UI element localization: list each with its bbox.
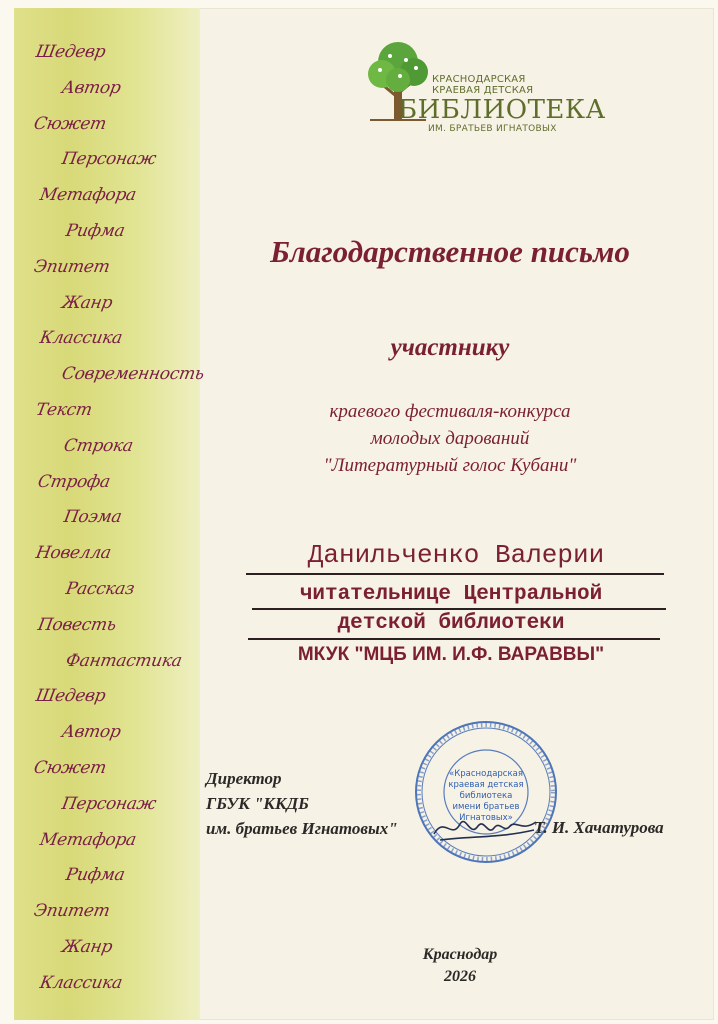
signatory-line-3: им. братьев Игнатовых" bbox=[206, 819, 398, 838]
recipient-name: Данильченко Валерии bbox=[307, 540, 605, 570]
strip-word: Рассказ bbox=[64, 579, 136, 599]
strip-word: Текст bbox=[34, 400, 94, 420]
strip-word: Рифма bbox=[64, 221, 127, 241]
footer-city: Краснодар bbox=[422, 946, 498, 963]
strip-word: Персонаж bbox=[60, 149, 158, 170]
recipient-institution: МКУК "МЦБ ИМ. И.Ф. ВАРАВВЫ" bbox=[297, 644, 605, 665]
strip-word: Сюжет bbox=[32, 758, 108, 778]
strip-word: Новелла bbox=[34, 543, 113, 564]
strip-word: Классика bbox=[38, 972, 124, 993]
event-description bbox=[240, 398, 660, 479]
strip-word: Метафора bbox=[38, 185, 138, 206]
strip-word: Классика bbox=[38, 328, 124, 349]
library-logo bbox=[366, 40, 606, 136]
logo-line-2: КРАЕВАЯ ДЕТСКАЯ bbox=[432, 85, 534, 96]
signatory-line-2: ГБУК "ККДБ bbox=[206, 794, 309, 813]
underline-3 bbox=[248, 638, 660, 640]
logo-main-text: БИБЛИОТЕКА bbox=[398, 95, 606, 125]
underline-2 bbox=[252, 608, 666, 610]
recipient-role: читательнице Центральной bbox=[299, 583, 603, 606]
recipient-label: участнику bbox=[390, 334, 510, 361]
underline-1 bbox=[246, 573, 664, 575]
svg-text:библиотека: библиотека bbox=[459, 791, 513, 801]
recipient-organization: детской библиотеки bbox=[337, 612, 565, 635]
svg-text:Игнатовых»: Игнатовых» bbox=[459, 813, 513, 823]
strip-word: Современность bbox=[60, 364, 206, 385]
strip-word: Фантастика bbox=[64, 650, 184, 671]
handwritten-signature bbox=[430, 810, 540, 846]
letter-title: Благодарственное письмо bbox=[270, 234, 630, 269]
strip-word: Строфа bbox=[36, 471, 112, 492]
event-line-2: молодых дарований bbox=[370, 428, 530, 449]
svg-text:«Краснодарская: «Краснодарская bbox=[449, 769, 523, 779]
strip-word: Строка bbox=[62, 435, 135, 456]
event-line-1: краевого фестиваля-конкурса bbox=[329, 401, 571, 422]
strip-word: Жанр bbox=[60, 937, 114, 957]
signatory-name: Т. И. Хачатурова bbox=[534, 818, 664, 837]
svg-text:краевая детская: краевая детская bbox=[448, 780, 524, 790]
svg-text:имени братьев: имени братьев bbox=[452, 802, 520, 812]
strip-word: Сюжет bbox=[32, 113, 108, 134]
strip-word: Рифма bbox=[64, 865, 127, 886]
event-line-3: "Литературный голос Кубани" bbox=[323, 455, 577, 476]
footer bbox=[380, 944, 540, 988]
side-strip-words bbox=[14, 8, 206, 1020]
strip-word: Персонаж bbox=[60, 793, 158, 814]
strip-word: Метафора bbox=[38, 829, 138, 850]
strip-word: Шедевр bbox=[34, 686, 108, 707]
strip-word: Эпитет bbox=[32, 256, 112, 277]
strip-word: Автор bbox=[60, 77, 123, 98]
logo-subtitle: ИМ. БРАТЬЕВ ИГНАТОВЫХ bbox=[428, 124, 557, 134]
strip-word: Поэма bbox=[62, 507, 124, 528]
logo-line-1: КРАСНОДАРСКАЯ bbox=[432, 74, 526, 85]
signatory-line-1: Директор bbox=[206, 769, 282, 788]
strip-word: Эпитет bbox=[32, 901, 112, 922]
footer-year: 2026 bbox=[444, 968, 476, 985]
strip-word: Шедевр bbox=[34, 42, 108, 62]
strip-word: Жанр bbox=[60, 292, 114, 313]
strip-word: Повесть bbox=[36, 614, 118, 635]
strip-word: Автор bbox=[60, 722, 123, 743]
